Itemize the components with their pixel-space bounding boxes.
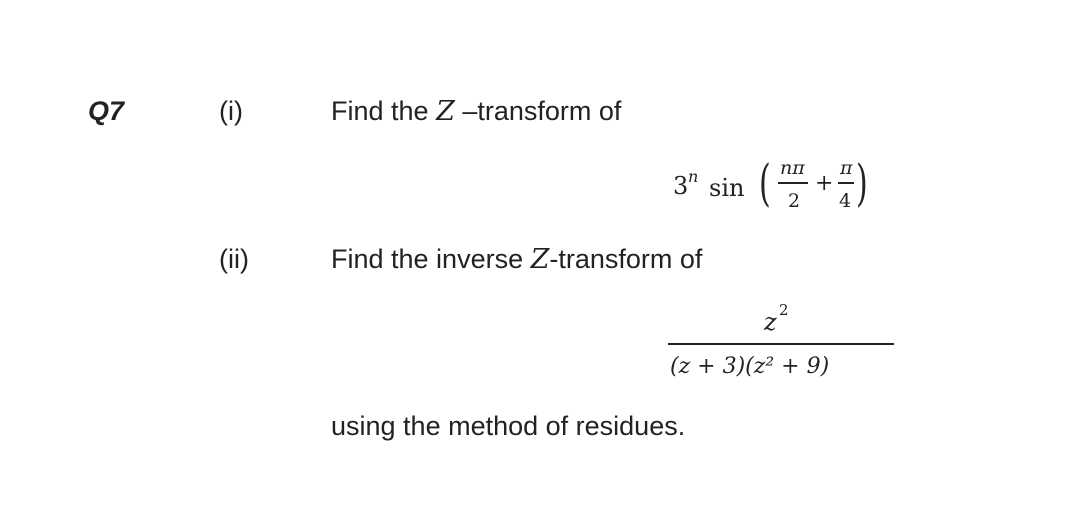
part-ii-text-before: Find the inverse bbox=[331, 244, 531, 274]
expr-frac1-bar bbox=[778, 182, 808, 184]
expr-frac1-numerator: nπ bbox=[780, 157, 805, 179]
part-ii-text-after: -transform of bbox=[549, 244, 703, 274]
expr-exponent: n bbox=[688, 167, 699, 186]
frac-denominator: (z + 3)(z² + 9) bbox=[670, 354, 830, 379]
expr-base: 3 bbox=[673, 172, 689, 200]
part-ii-closing-text: using the method of residues. bbox=[331, 411, 686, 441]
expr-frac2-numerator: π bbox=[840, 157, 853, 179]
expr-frac2-bar bbox=[838, 182, 854, 184]
part-ii-z-symbol: Z bbox=[530, 244, 550, 275]
expr-frac2-denominator: 4 bbox=[839, 190, 852, 212]
question-number: Q7 bbox=[88, 96, 125, 126]
frac-numerator-base: z bbox=[764, 308, 777, 336]
frac-bar bbox=[668, 343, 894, 345]
part-i-text-before: Find the bbox=[331, 96, 437, 126]
part-ii-instruction bbox=[331, 246, 702, 273]
part-i-label: (i) bbox=[219, 96, 243, 126]
expr-sin: sin bbox=[709, 174, 745, 202]
part-i-text-after: –transform of bbox=[454, 96, 622, 126]
part-i-z-symbol: Z bbox=[436, 96, 455, 127]
part-ii-label: (ii) bbox=[219, 244, 249, 274]
part-ii-expression bbox=[660, 295, 910, 395]
part-i-instruction bbox=[331, 98, 621, 125]
expr-frac1-denominator: 2 bbox=[788, 190, 801, 212]
frac-numerator-exponent: 2 bbox=[779, 301, 789, 319]
part-i-expression bbox=[660, 140, 910, 220]
expr-open-paren: ( bbox=[759, 154, 771, 212]
expr-plus: + bbox=[815, 171, 834, 196]
expr-close-paren: ) bbox=[856, 154, 868, 212]
